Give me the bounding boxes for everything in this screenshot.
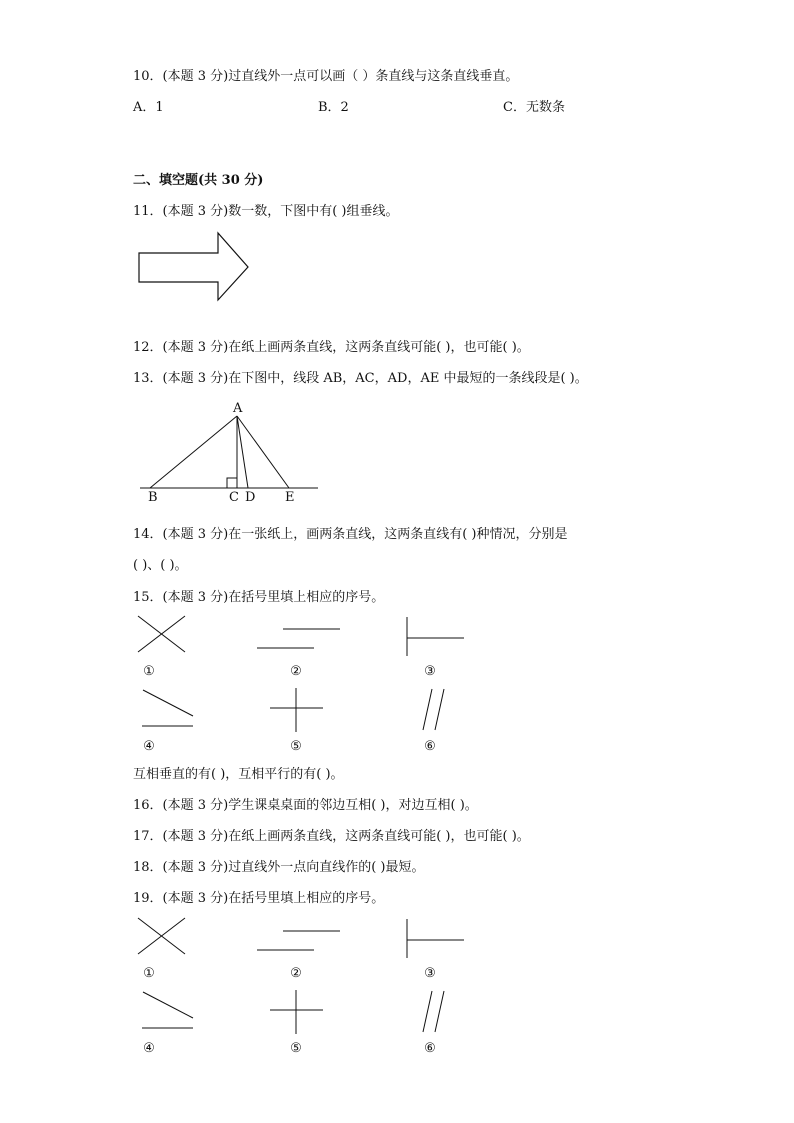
q19-num-2: ② bbox=[290, 966, 302, 981]
q19-num-4: ④ bbox=[143, 1041, 155, 1056]
section-title: 二、填空题(共 30 分) bbox=[133, 173, 264, 188]
question-10-option-a: A．1 bbox=[133, 100, 164, 115]
question-12-text: 12．(本题 3 分)在纸上画两条直线，这两条直线可能( )，也可能( )。 bbox=[133, 340, 530, 355]
question-19-text: 19．(本题 3 分)在括号里填上相应的序号。 bbox=[133, 891, 385, 906]
label-d: D bbox=[245, 490, 256, 505]
question-14-line1: 14．(本题 3 分)在一张纸上，画两条直线，这两条直线有( )种情况，分别是 bbox=[133, 527, 568, 542]
label-a: A bbox=[233, 401, 243, 416]
q15-num-6: ⑥ bbox=[424, 739, 436, 754]
q15-num-1: ① bbox=[143, 664, 155, 679]
label-c: C bbox=[229, 490, 239, 505]
question-10-text: 10．(本题 3 分)过直线外一点可以画（ ）条直线与这条直线垂直。 bbox=[133, 69, 519, 84]
q19-num-1: ① bbox=[143, 966, 155, 981]
q15-num-3: ③ bbox=[424, 664, 436, 679]
label-e: E bbox=[285, 490, 295, 505]
q15-num-4: ④ bbox=[143, 739, 155, 754]
question-15-text: 15．(本题 3 分)在括号里填上相应的序号。 bbox=[133, 590, 385, 605]
question-10-option-b: B．2 bbox=[318, 100, 349, 115]
question-15-answer: 互相垂直的有( )，互相平行的有( )。 bbox=[133, 767, 344, 782]
question-18-text: 18．(本题 3 分)过直线外一点向直线作的( )最短。 bbox=[133, 860, 425, 875]
q19-num-6: ⑥ bbox=[424, 1041, 436, 1056]
question-10-option-c: C．无数条 bbox=[503, 100, 565, 115]
q19-num-5: ⑤ bbox=[290, 1041, 302, 1056]
label-b: B bbox=[148, 490, 158, 505]
question-17-text: 17．(本题 3 分)在纸上画两条直线，这两条直线可能( )，也可能( )。 bbox=[133, 829, 530, 844]
q19-num-3: ③ bbox=[424, 966, 436, 981]
question-11-text: 11．(本题 3 分)数一数，下图中有( )组垂线。 bbox=[133, 204, 399, 219]
q15-num-2: ② bbox=[290, 664, 302, 679]
question-14-line2: ( )、( )。 bbox=[133, 558, 188, 573]
arrow-figure bbox=[138, 232, 252, 302]
q15-num-5: ⑤ bbox=[290, 739, 302, 754]
question-16-text: 16．(本题 3 分)学生课桌桌面的邻边互相( )，对边互相( )。 bbox=[133, 798, 478, 813]
triangle-segments-figure bbox=[140, 410, 320, 492]
question-13-text: 13．(本题 3 分)在下图中，线段 AB，AC，AD，AE 中最短的一条线段是( )。 bbox=[133, 371, 588, 386]
